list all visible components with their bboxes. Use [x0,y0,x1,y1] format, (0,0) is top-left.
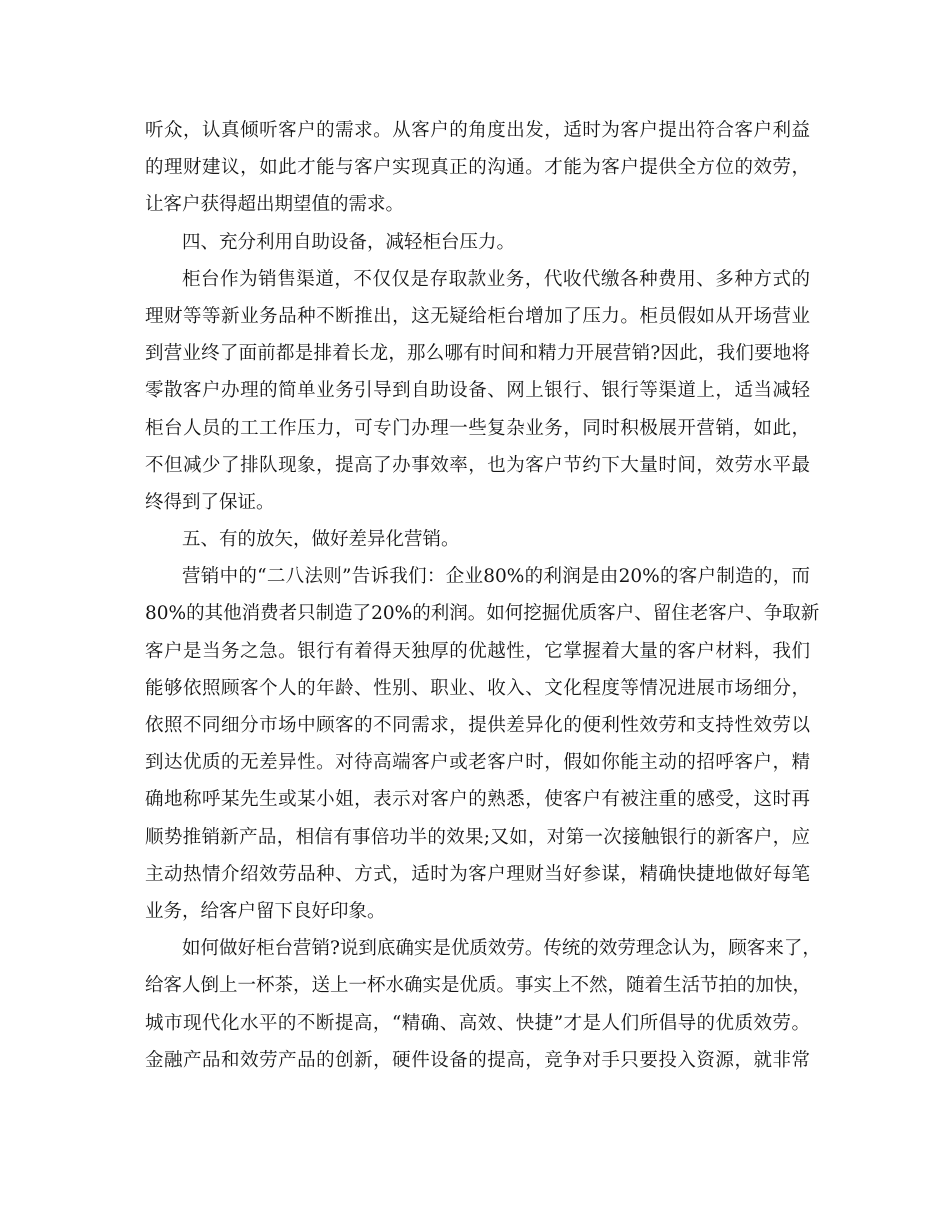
text-line: 主动热情介绍效劳品种、方式，适时为客户理财当好参谋，精确快捷地做好每笔 [145,863,810,885]
section-heading: 四、充分利用自助设备，减轻柜台压力。 [182,231,516,253]
text-line: 如何做好柜台营销?说到底确实是优质效劳。传统的效劳理念认为，顾客来了， [182,938,821,960]
text-line: 依照不同细分市场中顾客的不同需求，提供差异化的便利性效劳和支持性效劳以 [145,715,810,736]
text-line: 理财等等新业务品种不断推出，这无疑给柜台增加了压力。柜员假如从开场营业 [145,305,810,327]
text-line: 给客人倒上一杯茶，送上一杯水确实是优质。事实上不然，随着生活节拍的加快， [145,975,812,997]
document-body [145,112,821,1079]
text-line: 零散客户办理的简单业务引导到自助设备、网上银行、银行等渠道上，适当减轻 [145,380,810,402]
text-line: 80%的其他消费者只制造了20%的利润。如何挖掘优质客户、留住老客户、争取新 [145,603,820,625]
text-line: 不但减少了排队现象，提高了办事效率，也为客户节约下大量时间，效劳水平最 [145,454,810,476]
text-line: 客户是当务之急。银行有着得天独厚的优越性，它掌握着大量的客户材料，我们 [145,640,810,662]
text-line: 终得到了保证。 [145,491,275,513]
text-line: 到达优质的无差异性。对待高端客户或老客户时，假如你能主动的招呼客户，精 [145,752,810,774]
text-line: 确地称呼某先生或某小姐，表示对客户的熟悉，使客户有被注重的感受，这时再 [145,789,810,811]
text-line: 能够依照顾客个人的年龄、性别、职业、收入、文化程度等情况进展市场细分， [145,677,810,699]
section-heading: 五、有的放矢，做好差异化营销。 [182,529,460,551]
text-line: 城市现代化水平的不断提高，“精确、高效、快捷”才是人们所倡导的优质效劳。 [145,1012,810,1034]
text-line: 营销中的“二八法则”告诉我们：企业80%的利润是由20%的客户制造的，而 [182,566,810,588]
text-line: 听众，认真倾听客户的需求。从客户的角度出发，适时为客户提出符合客户利益 [145,120,810,141]
text-line: 的理财建议，如此才能与客户实现真正的沟通。才能为客户提供全方位的效劳， [145,157,810,179]
text-line: 金融产品和效劳产品的创新，硬件设备的提高，竞争对手只要投入资源，就非常 [145,1049,810,1071]
text-line: 顺势推销新产品，相信有事倍功半的效果;又如，对第一次接触银行的新客户，应 [145,826,810,848]
text-line: 到营业终了面前都是排着长龙，那么哪有时间和精力开展营销?因此，我们要地将 [145,343,810,365]
text-line: 让客户获得超出期望值的需求。 [145,194,405,216]
text-line: 柜台作为销售渠道，不仅仅是存取款业务，代收代缴各种费用、多种方式的 [182,268,810,290]
text-line: 业务，给客户留下良好印象。 [145,900,386,922]
text-line: 柜台人员的工工作压力，可专门办理一些复杂业务，同时积极展开营销，如此， [145,417,810,439]
